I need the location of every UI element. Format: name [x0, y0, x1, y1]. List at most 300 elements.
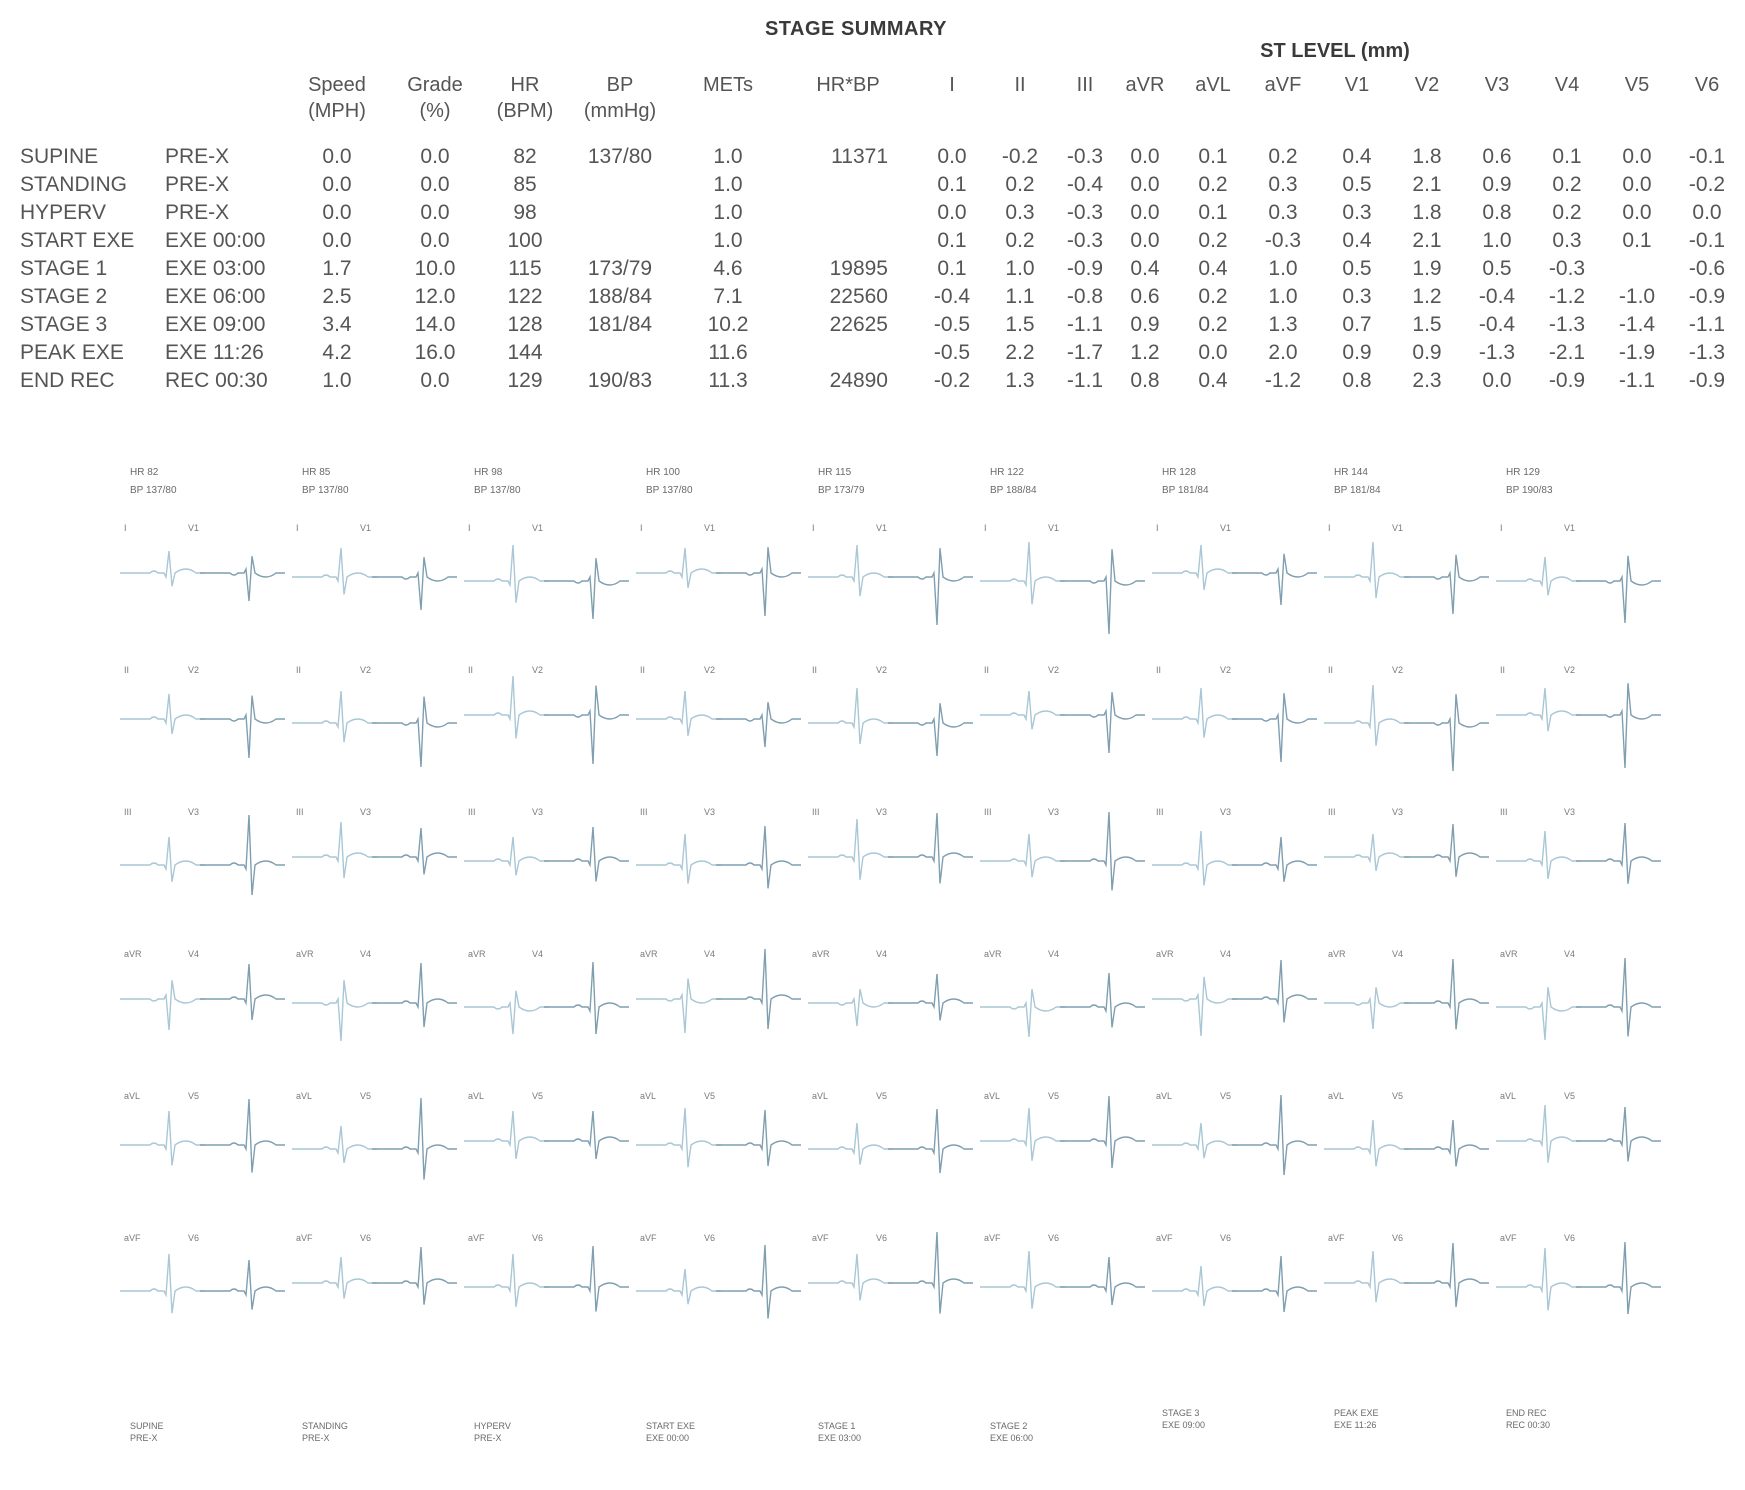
ecg-lead-pair — [464, 1083, 634, 1213]
ecg-lead-pair — [980, 941, 1150, 1071]
stage-phase: REC 00:30 — [165, 369, 268, 392]
ecg-lead-pair — [636, 515, 806, 645]
ecg-lead-pair — [292, 799, 462, 929]
cell-st-v3: 0.8 — [1482, 201, 1512, 224]
cell-st-avl: 0.0 — [1198, 341, 1228, 364]
ecg-trace — [292, 1225, 462, 1355]
ecg-lead-pair — [808, 657, 978, 787]
ecg-trace — [1152, 1225, 1322, 1355]
ecg-lead-label: III — [640, 807, 648, 817]
cell-speed: 0.0 — [322, 201, 352, 224]
ecg-stage-bp: BP 190/83 — [1506, 485, 1553, 496]
column-header-line1: II — [1014, 74, 1026, 96]
cell-st-avr: 0.0 — [1130, 173, 1160, 196]
ecg-lead-label: aVL — [468, 1091, 485, 1101]
ecg-trace — [1496, 799, 1666, 929]
ecg-lead-pair — [1324, 941, 1494, 1071]
ecg-beat-trace — [1152, 545, 1237, 590]
column-header — [560, 72, 680, 124]
column-header — [1647, 72, 1745, 98]
ecg-beat-trace — [980, 834, 1065, 877]
column-header-line2: (BPM) — [496, 100, 554, 122]
cell-st-i: -0.4 — [933, 285, 971, 308]
ecg-beat-trace — [888, 813, 973, 883]
ecg-lead-label: V5 — [1220, 1091, 1232, 1101]
ecg-lead-label: V5 — [188, 1091, 200, 1101]
ecg-beat-trace — [292, 1126, 377, 1163]
ecg-trace — [808, 1083, 978, 1213]
ecg-trace — [292, 657, 462, 787]
stage-phase: EXE 11:26 — [165, 341, 264, 364]
cell-hr: 128 — [507, 313, 543, 336]
ecg-lead-pair — [292, 1083, 462, 1213]
column-header-line2: (mmHg) — [583, 100, 657, 122]
cell-st-i: -0.5 — [933, 313, 971, 336]
ecg-lead-label: V4 — [188, 949, 200, 959]
ecg-lead-label: V4 — [1220, 949, 1232, 959]
ecg-lead-label: V6 — [704, 1233, 716, 1243]
ecg-trace — [980, 515, 1150, 645]
ecg-caption-stage: SUPINE — [130, 1421, 164, 1431]
cell-st-iii: -0.9 — [1066, 257, 1104, 280]
cell-st-i: -0.5 — [933, 341, 971, 364]
ecg-lead-label: V4 — [876, 949, 888, 959]
ecg-lead-label: V1 — [704, 523, 716, 533]
ecg-lead-label: I — [468, 523, 471, 533]
cell-st-avr: 1.2 — [1130, 341, 1160, 364]
ecg-caption-phase: EXE 11:26 — [1334, 1420, 1377, 1430]
ecg-beat-trace — [808, 545, 893, 596]
cell-st-v3: 0.9 — [1482, 173, 1512, 196]
cell-grade: 12.0 — [414, 285, 456, 308]
ecg-lead-pair — [980, 1083, 1150, 1213]
ecg-lead-label: I — [124, 523, 127, 533]
ecg-beat-trace — [1404, 694, 1489, 771]
ecg-lead-pair — [120, 1225, 290, 1355]
ecg-lead-label: V4 — [1564, 949, 1576, 959]
cell-st-avf: 0.2 — [1268, 145, 1298, 168]
cell-st-v6: 0.0 — [1692, 201, 1722, 224]
ecg-beat-trace — [716, 702, 801, 747]
ecg-stage-hr: HR 82 — [130, 467, 159, 478]
ecg-caption-stage: END REC — [1506, 1408, 1547, 1418]
ecg-lead-label: V3 — [1048, 807, 1060, 817]
ecg-beat-trace — [888, 1109, 973, 1173]
ecg-lead-pair — [980, 1225, 1150, 1355]
cell-st-iii: -0.8 — [1066, 285, 1104, 308]
ecg-lead-label: V6 — [1220, 1233, 1232, 1243]
cell-st-v6: -0.1 — [1688, 145, 1726, 168]
ecg-trace — [464, 941, 634, 1071]
cell-hr: 129 — [507, 369, 543, 392]
cell-mets: 1.0 — [713, 173, 743, 196]
cell-hr: 85 — [513, 173, 537, 196]
ecg-trace — [636, 941, 806, 1071]
cell-speed: 3.4 — [322, 313, 352, 336]
ecg-lead-label: I — [812, 523, 815, 533]
cell-st-i: -0.2 — [933, 369, 971, 392]
cell-st-v1: 0.8 — [1342, 369, 1372, 392]
ecg-beat-trace — [1404, 1243, 1489, 1307]
st-level-title: ST LEVEL (mm) — [1260, 40, 1410, 62]
ecg-lead-label: III — [1328, 807, 1336, 817]
ecg-caption-stage: STAGE 1 — [818, 1421, 856, 1431]
ecg-beat-trace — [200, 1099, 285, 1173]
cell-mets: 1.0 — [713, 201, 743, 224]
ecg-trace — [636, 799, 806, 929]
ecg-lead-pair — [1324, 799, 1494, 929]
ecg-beat-trace — [464, 991, 549, 1034]
ecg-lead-pair — [1324, 515, 1494, 645]
cell-st-v2: 1.9 — [1412, 257, 1442, 280]
ecg-beat-trace — [1496, 831, 1581, 879]
cell-st-ii: 1.0 — [1005, 257, 1035, 280]
ecg-beat-trace — [1496, 688, 1581, 731]
ecg-lead-label: III — [1500, 807, 1508, 817]
ecg-lead-pair — [808, 515, 978, 645]
ecg-caption-stage: PEAK EXE — [1334, 1408, 1379, 1418]
ecg-lead-label: V1 — [876, 523, 888, 533]
ecg-beat-trace — [1060, 549, 1145, 634]
ecg-caption-phase: EXE 06:00 — [990, 1433, 1034, 1443]
cell-st-v5: -1.9 — [1618, 341, 1656, 364]
ecg-trace — [1152, 515, 1322, 645]
ecg-stage-hr: HR 128 — [1162, 467, 1196, 478]
ecg-lead-label: I — [640, 523, 643, 533]
ecg-trace — [636, 657, 806, 787]
ecg-trace — [808, 657, 978, 787]
ecg-trace — [120, 799, 290, 929]
cell-bp: 173/79 — [587, 257, 653, 280]
ecg-beat-trace — [1324, 542, 1409, 598]
ecg-lead-label: I — [1156, 523, 1159, 533]
ecg-trace — [1324, 657, 1494, 787]
cell-speed: 0.0 — [322, 173, 352, 196]
ecg-trace — [808, 515, 978, 645]
ecg-lead-pair — [1152, 1083, 1322, 1213]
cell-st-avf: 0.3 — [1268, 173, 1298, 196]
ecg-beat-trace — [716, 949, 801, 1029]
ecg-beat-trace — [1232, 1095, 1317, 1175]
ecg-beat-trace — [1232, 554, 1317, 605]
ecg-beat-trace — [1496, 1105, 1581, 1163]
ecg-beat-trace — [464, 676, 549, 738]
column-header — [788, 72, 908, 98]
ecg-lead-label: V5 — [360, 1091, 372, 1101]
ecg-trace — [1496, 1083, 1666, 1213]
ecg-lead-pair — [120, 657, 290, 787]
column-header-line1: aVR — [1125, 74, 1165, 96]
ecg-caption-phase: EXE 03:00 — [818, 1433, 862, 1443]
ecg-lead-label: aVL — [296, 1091, 313, 1101]
ecg-trace — [636, 515, 806, 645]
ecg-beat-trace — [372, 557, 457, 610]
ecg-lead-label: V2 — [1048, 665, 1060, 675]
cell-st-v5: 0.0 — [1622, 145, 1652, 168]
ecg-beat-trace — [200, 696, 285, 758]
ecg-trace — [1496, 941, 1666, 1071]
ecg-lead-pair — [1152, 657, 1322, 787]
ecg-lead-label: II — [296, 665, 302, 675]
ecg-beat-trace — [200, 556, 285, 601]
ecg-lead-label: V5 — [1392, 1091, 1404, 1101]
cell-st-v3: -0.4 — [1478, 285, 1516, 308]
ecg-stage-hr: HR 129 — [1506, 467, 1540, 478]
ecg-trace — [636, 1225, 806, 1355]
cell-st-iii: -1.7 — [1066, 341, 1104, 364]
ecg-lead-pair — [1496, 941, 1666, 1071]
ecg-beat-trace — [1576, 958, 1661, 1036]
column-header — [668, 72, 788, 98]
ecg-beat-trace — [544, 1111, 629, 1159]
stage-name: STAGE 2 — [20, 285, 108, 308]
ecg-beat-trace — [464, 1254, 549, 1307]
ecg-trace — [464, 657, 634, 787]
cell-st-iii: -0.3 — [1066, 201, 1104, 224]
ecg-trace — [1324, 799, 1494, 929]
cell-grade: 10.0 — [414, 257, 456, 280]
ecg-lead-label: aVL — [984, 1091, 1001, 1101]
ecg-lead-pair — [980, 799, 1150, 929]
ecg-caption-phase: REC 00:30 — [1506, 1420, 1551, 1430]
ecg-lead-pair — [464, 657, 634, 787]
ecg-beat-trace — [120, 1254, 205, 1313]
cell-st-ii: 0.3 — [1005, 201, 1035, 224]
ecg-trace — [980, 1083, 1150, 1213]
cell-st-avr: 0.9 — [1130, 313, 1160, 336]
cell-st-i: 0.0 — [937, 145, 967, 168]
cell-st-ii: -0.2 — [1001, 145, 1039, 168]
cell-st-ii: 1.3 — [1005, 369, 1035, 392]
ecg-lead-pair — [464, 799, 634, 929]
ecg-lead-label: V6 — [360, 1233, 372, 1243]
cell-st-v1: 0.4 — [1342, 229, 1372, 252]
ecg-stage-bp: BP 181/84 — [1162, 485, 1209, 496]
ecg-lead-label: aVF — [984, 1233, 1001, 1243]
ecg-caption-stage: STAGE 3 — [1162, 1408, 1200, 1418]
ecg-lead-pair — [120, 1083, 290, 1213]
ecg-beat-trace — [1324, 1251, 1409, 1302]
ecg-beat-trace — [716, 826, 801, 888]
ecg-lead-label: V3 — [1392, 807, 1404, 817]
stage-phase: PRE-X — [165, 173, 230, 196]
cell-grade: 0.0 — [420, 229, 450, 252]
cell-st-v3: 0.0 — [1482, 369, 1512, 392]
column-header-line1: V1 — [1344, 74, 1370, 96]
cell-st-v4: -1.3 — [1548, 313, 1586, 336]
cell-st-iii: -0.3 — [1066, 145, 1104, 168]
ecg-stage-bp: BP 137/80 — [474, 485, 521, 496]
ecg-beat-trace — [1152, 688, 1237, 738]
cell-st-avf: 1.0 — [1268, 257, 1298, 280]
ecg-trace — [808, 799, 978, 929]
ecg-lead-label: aVF — [1328, 1233, 1345, 1243]
cell-st-avr: 0.8 — [1130, 369, 1160, 392]
ecg-lead-label: aVL — [1156, 1091, 1173, 1101]
cell-st-avr: 0.0 — [1130, 201, 1160, 224]
ecg-stage-hr: HR 122 — [990, 467, 1024, 478]
ecg-trace — [980, 657, 1150, 787]
ecg-lead-label: I — [984, 523, 987, 533]
ecg-caption-stage: STAGE 2 — [990, 1421, 1028, 1431]
ecg-lead-pair — [464, 941, 634, 1071]
ecg-lead-label: aVF — [124, 1233, 141, 1243]
ecg-lead-label: II — [812, 665, 818, 675]
cell-st-v2: 2.1 — [1412, 229, 1442, 252]
ecg-lead-label: aVR — [984, 949, 1002, 959]
cell-mets: 7.1 — [713, 285, 743, 308]
ecg-beat-trace — [544, 962, 629, 1034]
ecg-lead-label: aVL — [1500, 1091, 1517, 1101]
ecg-beat-trace — [372, 1098, 457, 1180]
ecg-caption-phase: EXE 09:00 — [1162, 1420, 1206, 1430]
ecg-beat-trace — [544, 827, 629, 881]
ecg-lead-label: aVF — [1500, 1233, 1517, 1243]
ecg-beat-trace — [292, 980, 377, 1041]
cell-st-iii: -1.1 — [1066, 369, 1104, 392]
ecg-trace — [120, 515, 290, 645]
stage-name: STAGE 1 — [20, 257, 108, 280]
ecg-lead-label: V2 — [876, 665, 888, 675]
ecg-lead-pair — [464, 515, 634, 645]
ecg-trace — [1152, 941, 1322, 1071]
ecg-beat-trace — [888, 974, 973, 1020]
ecg-lead-pair — [1324, 1225, 1494, 1355]
cell-st-avl: 0.2 — [1198, 173, 1228, 196]
ecg-beat-trace — [636, 834, 721, 884]
ecg-caption-phase: EXE 00:00 — [646, 1433, 690, 1443]
ecg-lead-label: V4 — [704, 949, 716, 959]
ecg-beat-trace — [120, 837, 205, 882]
cell-grade: 0.0 — [420, 173, 450, 196]
ecg-strip-grid — [120, 467, 1620, 1485]
ecg-lead-pair — [464, 1225, 634, 1355]
ecg-beat-trace — [1152, 977, 1237, 1036]
ecg-lead-pair — [1496, 799, 1666, 929]
ecg-lead-label: V1 — [188, 523, 200, 533]
ecg-beat-trace — [372, 963, 457, 1027]
cell-st-avr: 0.0 — [1130, 145, 1160, 168]
cell-st-v2: 1.2 — [1412, 285, 1442, 308]
ecg-lead-label: V6 — [532, 1233, 544, 1243]
cell-hr: 100 — [507, 229, 543, 252]
cell-speed: 1.0 — [322, 369, 352, 392]
stage-phase: EXE 09:00 — [165, 313, 266, 336]
ecg-trace — [1496, 1225, 1666, 1355]
ecg-trace — [980, 1225, 1150, 1355]
ecg-stage-bp: BP 137/80 — [302, 485, 349, 496]
cell-st-v5: -1.4 — [1618, 313, 1656, 336]
ecg-beat-trace — [292, 822, 377, 878]
ecg-beat-trace — [980, 989, 1065, 1037]
ecg-lead-label: I — [1328, 523, 1331, 533]
cell-st-avr: 0.6 — [1130, 285, 1160, 308]
ecg-trace — [464, 799, 634, 929]
column-header-line1: III — [1076, 74, 1094, 96]
ecg-caption-stage: STANDING — [302, 1421, 348, 1431]
column-header-line1: Grade — [407, 74, 463, 96]
ecg-lead-label: aVR — [1328, 949, 1346, 959]
ecg-stage-bp: BP 181/84 — [1334, 485, 1381, 496]
cell-hr: 122 — [507, 285, 543, 308]
cell-st-v2: 1.8 — [1412, 201, 1442, 224]
ecg-beat-trace — [120, 694, 205, 734]
cell-st-v3: 0.6 — [1482, 145, 1512, 168]
cell-st-avf: 2.0 — [1268, 341, 1298, 364]
ecg-lead-label: III — [812, 807, 820, 817]
stage-phase: PRE-X — [165, 145, 230, 168]
ecg-beat-trace — [1232, 693, 1317, 762]
ecg-beat-trace — [1152, 1123, 1237, 1158]
ecg-beat-trace — [636, 548, 721, 588]
ecg-lead-label: aVR — [296, 949, 314, 959]
cell-hr: 98 — [513, 201, 537, 224]
stage-name: PEAK EXE — [20, 341, 124, 364]
cell-st-v3: -1.3 — [1478, 341, 1516, 364]
ecg-beat-trace — [1060, 692, 1145, 753]
cell-st-avl: 0.1 — [1198, 201, 1228, 224]
cell-grade: 0.0 — [420, 145, 450, 168]
cell-st-v4: -0.3 — [1548, 257, 1586, 280]
ecg-trace — [464, 515, 634, 645]
ecg-lead-label: aVF — [296, 1233, 313, 1243]
cell-st-v5: 0.0 — [1622, 201, 1652, 224]
ecg-beat-trace — [808, 819, 893, 880]
ecg-lead-label: V4 — [1048, 949, 1060, 959]
ecg-caption-phase: PRE-X — [474, 1433, 502, 1443]
cell-mets: 11.6 — [708, 341, 748, 364]
ecg-beat-trace — [888, 1232, 973, 1314]
stage-name: HYPERV — [20, 201, 106, 224]
ecg-beat-trace — [200, 964, 285, 1020]
cell-speed: 1.7 — [322, 257, 352, 280]
ecg-trace — [808, 941, 978, 1071]
ecg-lead-label: V4 — [1392, 949, 1404, 959]
ecg-trace — [1324, 515, 1494, 645]
cell-st-ii: 0.2 — [1005, 173, 1035, 196]
ecg-beat-trace — [808, 688, 893, 744]
ecg-lead-label: V3 — [1220, 807, 1232, 817]
cell-hr: 144 — [507, 341, 543, 364]
ecg-lead-label: III — [296, 807, 304, 817]
cell-st-v1: 0.9 — [1342, 341, 1372, 364]
stage-phase: PRE-X — [165, 201, 230, 224]
ecg-beat-trace — [888, 548, 973, 625]
cell-st-v2: 1.5 — [1412, 313, 1442, 336]
cell-st-v3: 0.5 — [1482, 257, 1512, 280]
ecg-beat-trace — [120, 551, 205, 586]
ecg-trace — [1152, 657, 1322, 787]
stage-name: SUPINE — [20, 145, 99, 168]
ecg-beat-trace — [1576, 1107, 1661, 1161]
ecg-stage-bp: BP 137/80 — [130, 485, 177, 496]
ecg-beat-trace — [716, 547, 801, 616]
cell-st-v4: -2.1 — [1548, 341, 1586, 364]
ecg-beat-trace — [1152, 1266, 1237, 1306]
ecg-beat-trace — [544, 558, 629, 619]
ecg-lead-label: V3 — [188, 807, 200, 817]
ecg-beat-trace — [636, 691, 721, 736]
ecg-trace — [980, 799, 1150, 929]
ecg-lead-pair — [1496, 657, 1666, 787]
ecg-lead-label: aVF — [468, 1233, 485, 1243]
ecg-beat-trace — [636, 1108, 721, 1167]
ecg-caption-stage: HYPERV — [474, 1421, 511, 1431]
ecg-beat-trace — [1576, 683, 1661, 768]
ecg-trace — [292, 941, 462, 1071]
ecg-lead-label: I — [1500, 523, 1503, 533]
ecg-lead-pair — [292, 1225, 462, 1355]
